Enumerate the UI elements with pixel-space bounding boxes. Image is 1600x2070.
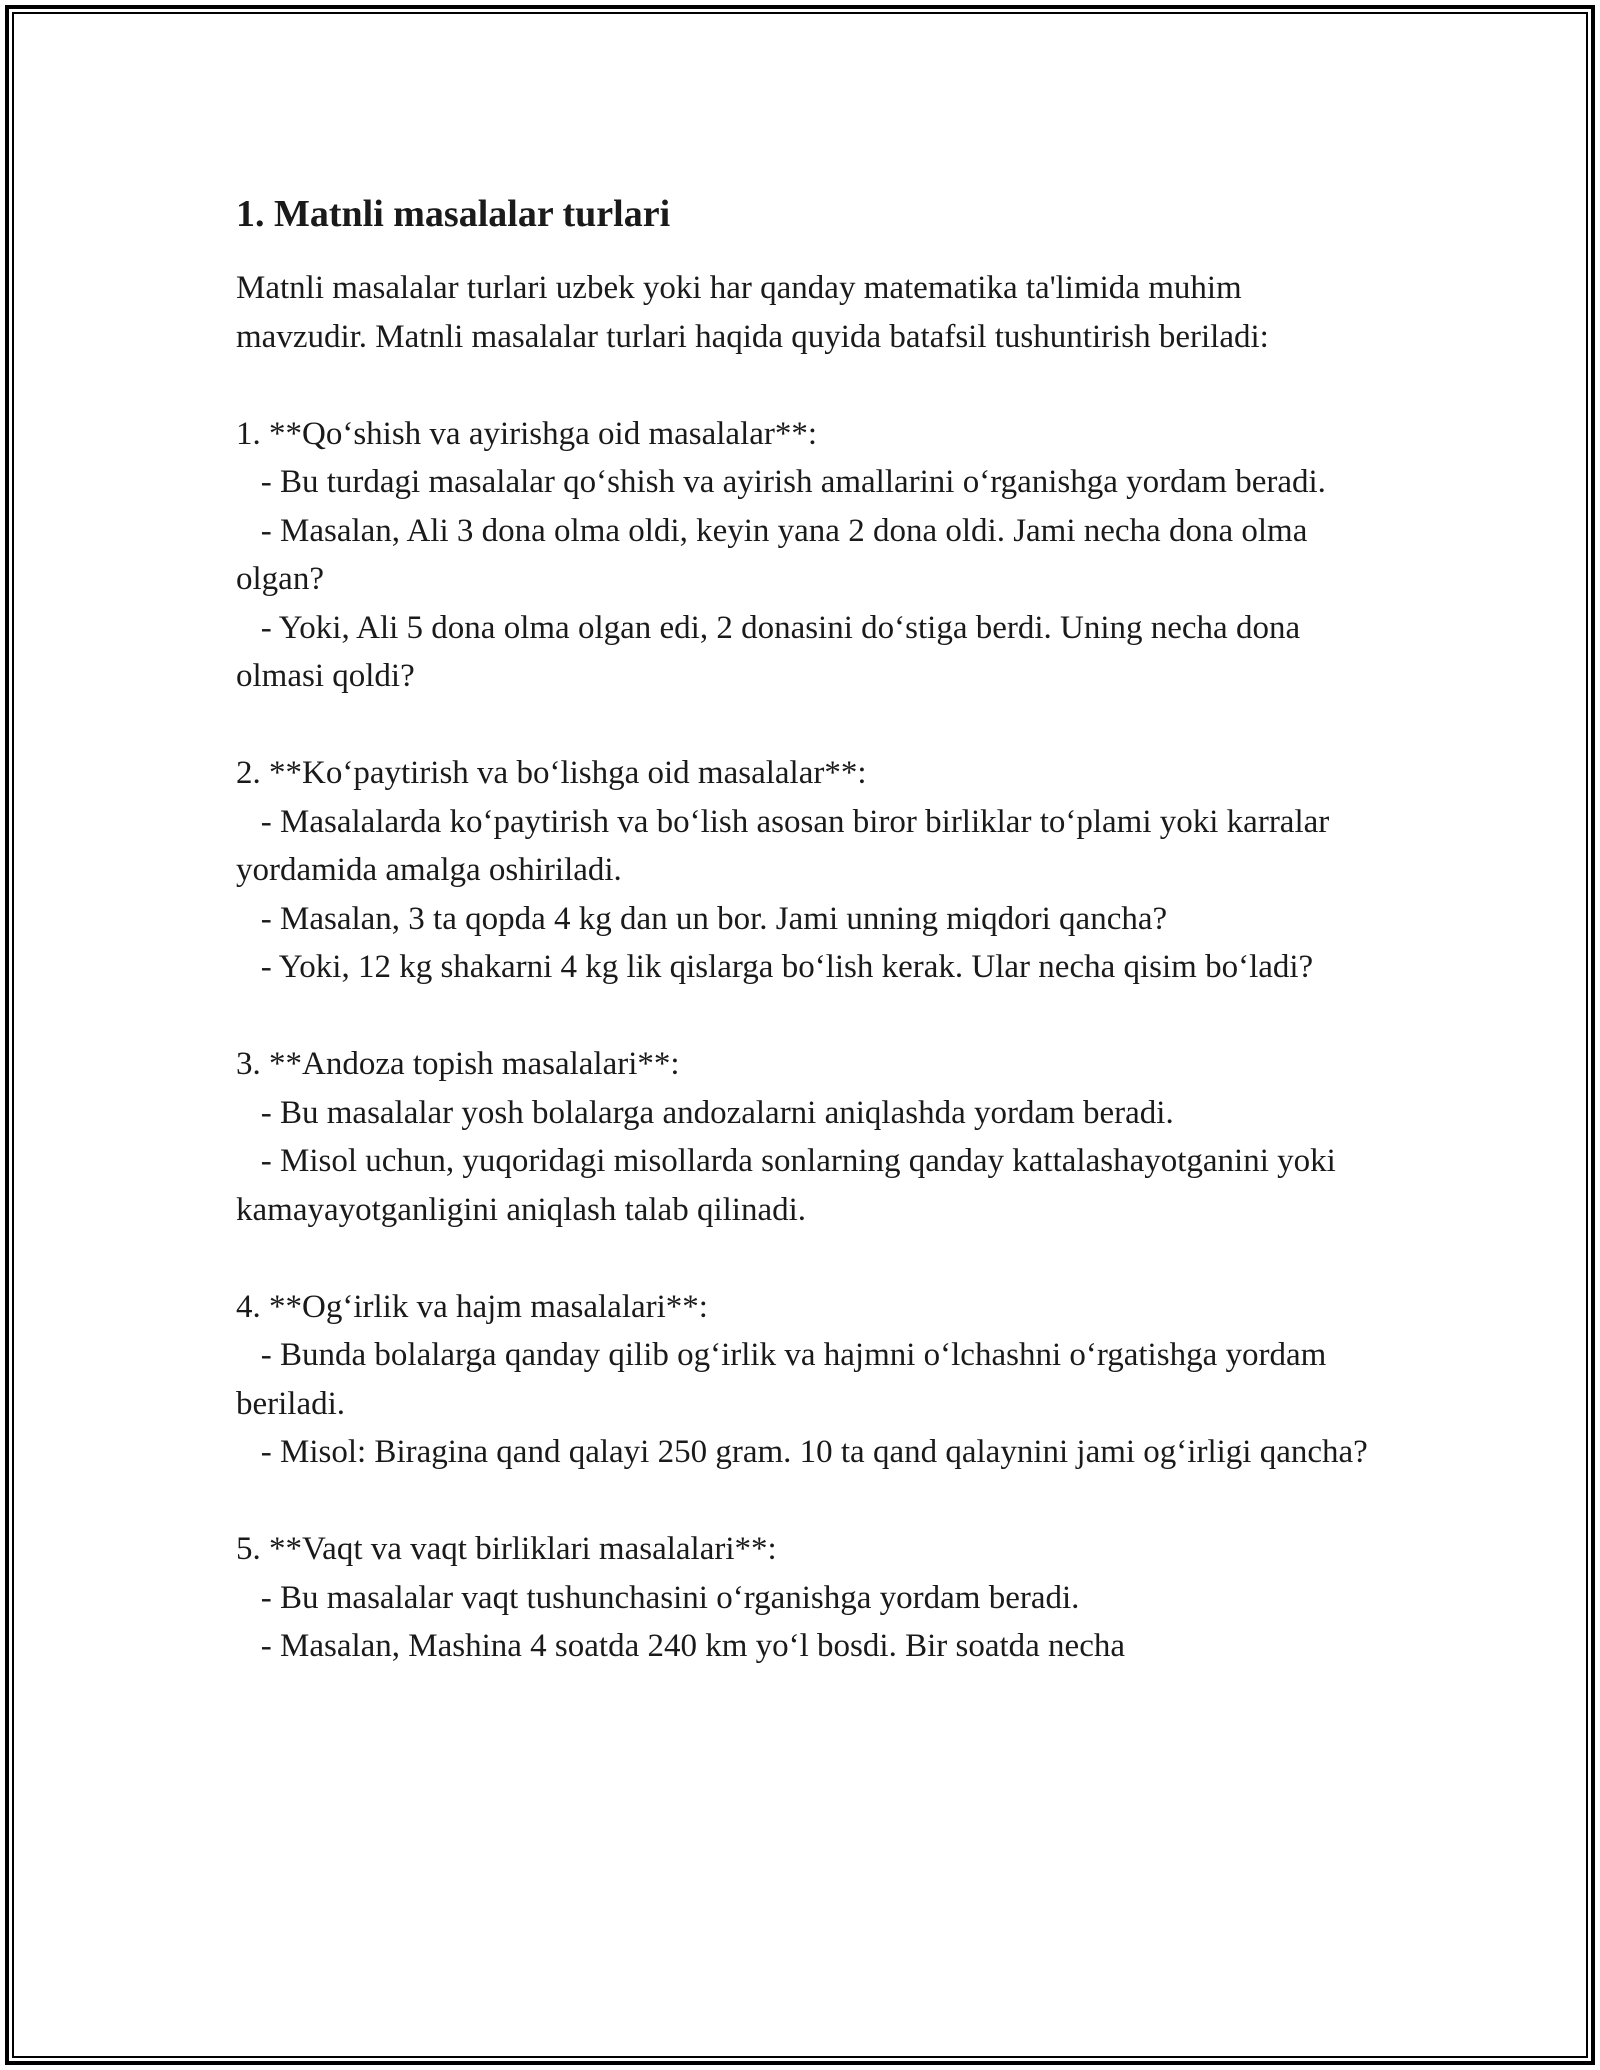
blank-line xyxy=(236,992,1376,1041)
section-item: - Bu masalalar vaqt tushunchasini o‘rganishga yordam beradi. xyxy=(236,1579,1080,1616)
section-weight-volume xyxy=(236,1283,1376,1477)
document-body xyxy=(236,186,1376,1671)
section-title: 1. **Qo‘shish va ayirishga oid masalalar**: xyxy=(236,415,818,452)
section-title: 4. **Og‘irlik va hajm masalalari**: xyxy=(236,1288,708,1325)
section-item: - Masalan, Ali 3 dona olma oldi, keyin yana 2 dona oldi. Jami necha dona olma olgan? xyxy=(236,512,1316,597)
section-item: - Bunda bolalarga qanday qilib og‘irlik va hajmni o‘lchashni o‘rgatishga yordam beriladi. xyxy=(236,1337,1335,1422)
blank-line xyxy=(236,1477,1376,1526)
section-item: - Bu turdagi masalalar qo‘shish va ayirish amallarini o‘rganishga yordam beradi. xyxy=(236,464,1326,500)
section-addition xyxy=(236,410,1376,701)
section-title: 2. **Ko‘paytirish va bo‘lishga oid masalalar**: xyxy=(236,755,867,791)
section-time xyxy=(236,1525,1376,1671)
section-item: - Misol: Biragina qand qalayi 250 gram. 10 ta qand qalaynini jami og‘irligi qancha? xyxy=(236,1434,1368,1470)
section-item: - Masalan, Mashina 4 soatda 240 km yo‘l bosdi. Bir soatda necha xyxy=(236,1628,1125,1664)
section-patterns xyxy=(236,1040,1376,1234)
section-item: - Yoki, 12 kg shakarni 4 kg lik qislarga bo‘lish kerak. Ular necha qisim bo‘ladi? xyxy=(236,949,1314,985)
section-item: - Masalan, 3 ta qopda 4 kg dan un bor. Jami unning miqdori qancha? xyxy=(236,900,1168,937)
blank-line xyxy=(236,361,1376,410)
blank-line xyxy=(236,1234,1376,1283)
section-title: 5. **Vaqt va vaqt birliklari masalalari**: xyxy=(236,1531,777,1567)
section-item: - Yoki, Ali 5 dona olma olgan edi, 2 donasini do‘stiga berdi. Uning necha dona olmasi qoldi? xyxy=(236,609,1309,694)
document-heading: 1. Matnli masalalar turlari xyxy=(236,193,671,235)
section-item: - Bu masalalar yosh bolalarga andozalarni aniqlashda yordam beradi. xyxy=(236,1094,1174,1131)
section-multiplication xyxy=(236,749,1376,992)
intro-paragraph: Matnli masalalar turlari uzbek yoki har qanday matematika ta'limida muhim mavzudir. Matnli masalalar turlari haqida quyida batafsil tushuntirish beriladi: xyxy=(236,270,1269,355)
section-item: - Misol uchun, yuqoridagi misollarda sonlarning qanday kattalashayotganini yoki kamayayotganligini aniqlash talab qilinadi. xyxy=(236,1143,1345,1228)
section-item: - Masalalarda ko‘paytirish va bo‘lish asosan biror birliklar to‘plami yoki karralar yordamida amalga oshiriladi. xyxy=(236,803,1338,888)
blank-line xyxy=(236,701,1376,750)
section-title: 3. **Andoza topish masalalari**: xyxy=(236,1046,680,1082)
